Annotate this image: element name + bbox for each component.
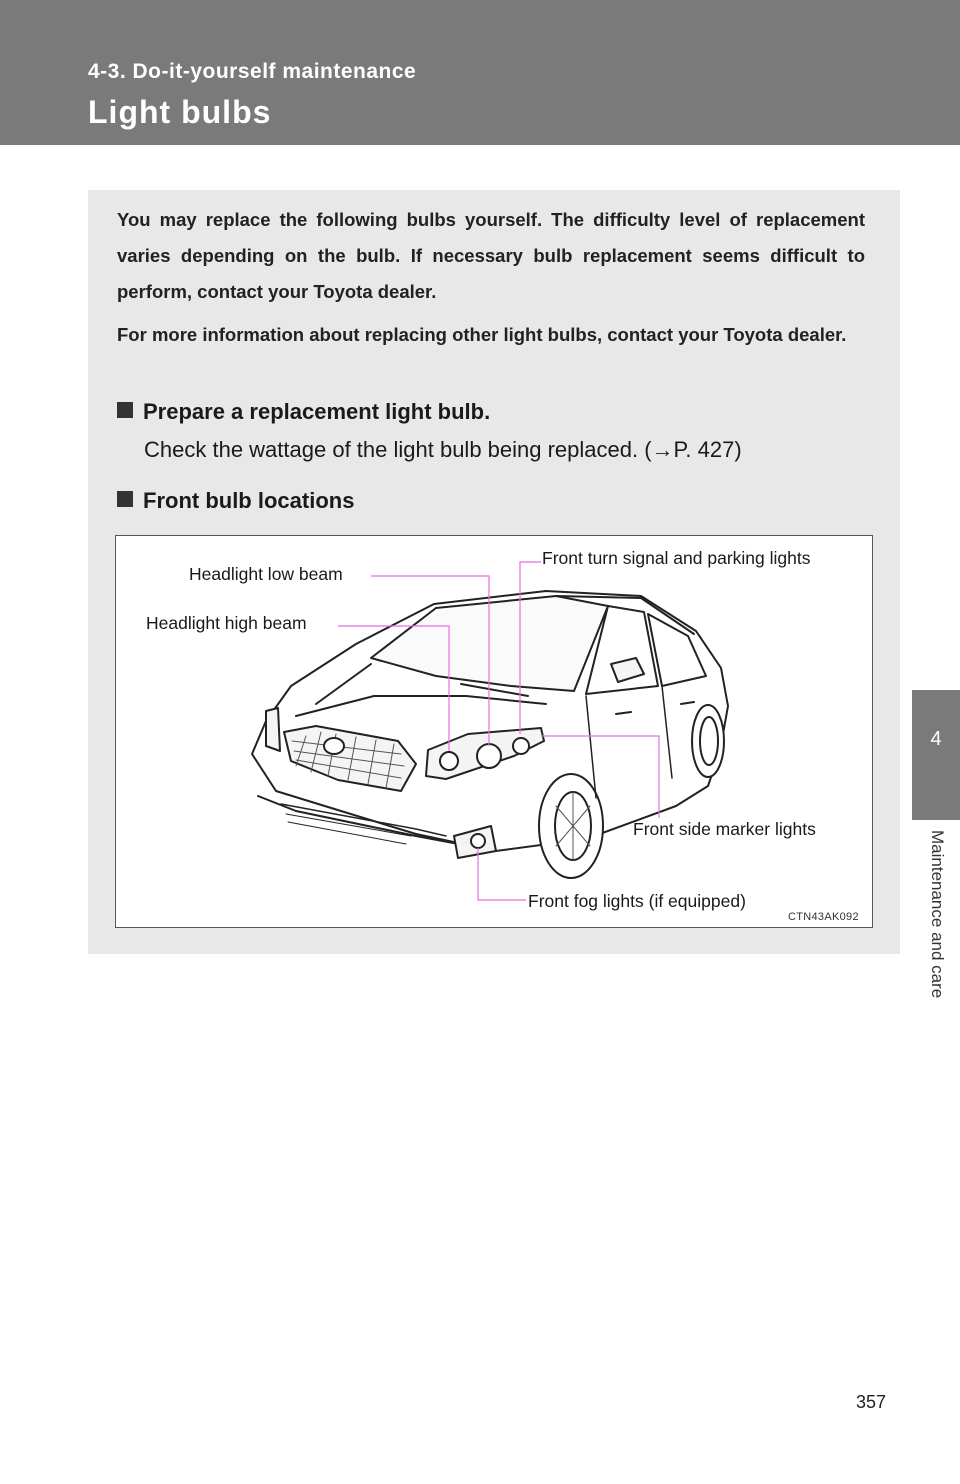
section-label: 4-3. Do-it-yourself maintenance [88,60,417,83]
subheading-text: Prepare a replacement light bulb. [143,399,491,424]
page-title: Light bulbs [88,94,272,130]
chapter-tab-number: 4 [930,728,942,750]
figure-id: CTN43AK092 [788,911,859,923]
chapter-tab-label: Maintenance and care [928,830,947,999]
callout-headlight-low-beam: Headlight low beam [189,564,343,584]
subheading-text: Front bulb locations [143,488,355,513]
callout-front-fog: Front fog lights (if equipped) [528,891,746,911]
front-bulb-figure [115,535,873,928]
square-bullet-icon [117,491,133,507]
intro-text [117,202,865,360]
page-number: 357 [856,1392,887,1412]
subheading-front-bulb-locations [117,488,354,514]
intro-paragraph: You may replace the following bulbs yourself. The difficulty level of replacement varies depending on the bulb. If necessary bulb replacement seems difficult to perform, contact your Toyota dealer. [117,209,865,302]
chapter-tab[interactable] [912,690,960,820]
callout-front-side-marker: Front side marker lights [633,819,816,839]
square-bullet-icon [117,402,133,418]
callout-headlight-high-beam: Headlight high beam [146,613,307,633]
prepare-bulb-body: Check the wattage of the light bulb being replaced. (→P. 427) [144,437,742,462]
car-front-illustration [116,536,874,929]
intro-paragraph: For more information about replacing other light bulbs, contact your Toyota dealer. [117,324,847,345]
callout-front-turn-signal: Front turn signal and parking lights [542,548,811,568]
subheading-prepare-bulb [117,399,490,425]
